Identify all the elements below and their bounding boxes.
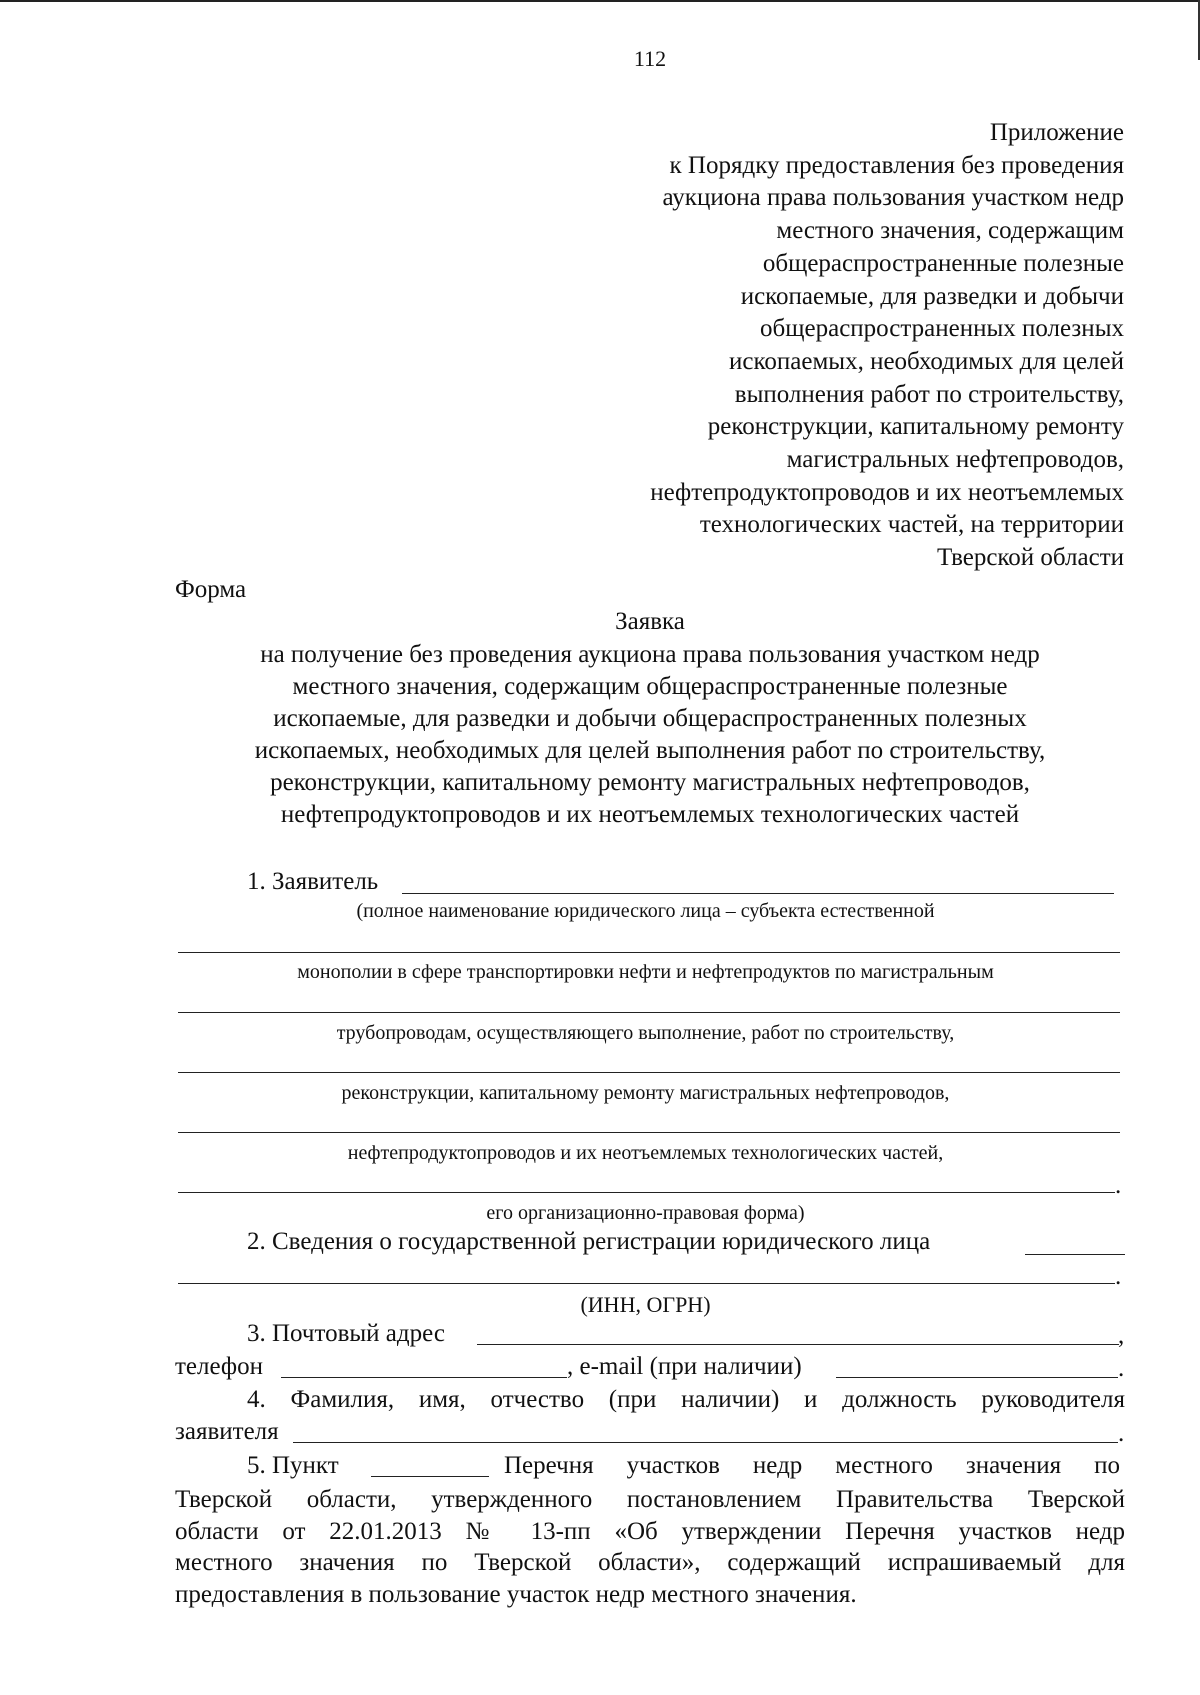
applicant-name-field-line5[interactable] — [178, 1132, 1120, 1133]
item-number-field[interactable] — [371, 1476, 489, 1477]
subject-line: ископаемые, для разведки и добычи общераспространенных полезных — [273, 705, 1027, 732]
applicant-name-field[interactable] — [402, 893, 1114, 894]
page-number: 112 — [633, 46, 667, 71]
item4-line1: 4. Фамилия, имя, отчество (при наличии) и должность руководителя — [247, 1386, 1125, 1413]
appendix-line: к Порядку предоставления без проведения — [669, 151, 1124, 179]
applicant-hint: (полное наименование юридического лица – субъекта естественной — [356, 900, 935, 922]
item3-label: 3. Почтовый адрес — [247, 1320, 445, 1347]
end-mark: . — [1118, 1355, 1125, 1382]
appendix-line: Тверской области — [937, 544, 1124, 572]
item5-line: области от 22.01.2013 № 13-пп «Об утверждении Перечня участков недр — [175, 1517, 1125, 1545]
appendix-line: общераспространенных полезных — [760, 315, 1124, 343]
item1-label: 1. Заявитель — [247, 868, 379, 895]
item4-line2: заявителя — [175, 1418, 279, 1445]
appendix-line: выполнения работ по строительству, — [734, 380, 1124, 408]
email-label: , e-mail (при наличии) — [567, 1353, 802, 1380]
document-title: Заявка — [615, 608, 685, 635]
subject-line: на получение без проведения аукциона права пользования участком недр — [260, 641, 1040, 668]
item5-line: предоставления в пользование участок недр местного значения. — [175, 1580, 857, 1608]
item2-label: 2. Сведения о государственной регистрации юридического лица — [247, 1228, 931, 1255]
appendix-line: технологических частей, на территории — [699, 511, 1124, 539]
appendix-line: реконструкции, капитальному ремонту — [707, 413, 1124, 441]
applicant-hint: его организационно-правовая форма) — [486, 1202, 805, 1224]
registration-hint: (ИНН, ОГРН) — [580, 1292, 711, 1317]
applicant-hint: реконструкции, капитальному ремонту магистральных нефтепроводов, — [341, 1082, 950, 1104]
applicant-hint: монополии в сфере транспортировки нефти и нефтепродуктов по магистральным — [297, 961, 994, 983]
applicant-name-field-line3[interactable] — [178, 1012, 1120, 1013]
appendix-line: аукциона права пользования участком недр — [662, 184, 1124, 212]
appendix-header — [484, 117, 1124, 575]
applicant-name-field-line2[interactable] — [178, 952, 1120, 953]
registration-field[interactable] — [1025, 1254, 1125, 1255]
applicant-hint: трубопроводам, осуществляющего выполнение, работ по строительству, — [336, 1022, 955, 1044]
appendix-line: магистральных нефтепроводов, — [786, 446, 1124, 474]
document-subject — [0, 639, 1200, 831]
item5-paragraph — [175, 1484, 1125, 1610]
appendix-line: Приложение — [989, 119, 1124, 146]
end-mark: . — [1115, 1263, 1122, 1290]
item4-paragraph — [175, 1384, 1125, 1416]
item5-line: местного значения по Тверской области», содержащий испрашиваемый для — [175, 1549, 1125, 1576]
applicant-name-field-line6[interactable] — [178, 1192, 1115, 1193]
registration-field-line2[interactable] — [178, 1283, 1115, 1284]
subject-line: местного значения, содержащим общераспространенные полезные — [292, 673, 1008, 700]
email-field[interactable] — [836, 1377, 1118, 1378]
comma-mark: , — [1118, 1322, 1125, 1349]
item5-line: Тверской области, утвержденного постановлением Правительства Тверской — [175, 1486, 1125, 1513]
appendix-line: ископаемые, для разведки и добычи — [740, 282, 1124, 310]
applicant-hint: нефтепродуктопроводов и их неотъемлемых технологических частей, — [347, 1142, 944, 1164]
appendix-line: ископаемых, необходимых для целей — [729, 347, 1124, 375]
appendix-line: нефтепродуктопроводов и их неотъемлемых — [650, 478, 1124, 506]
head-name-field[interactable] — [293, 1442, 1118, 1443]
appendix-line: общераспространенные полезные — [762, 249, 1124, 277]
item5-prefix: 5. Пункт — [247, 1452, 339, 1479]
appendix-line: местного значения, содержащим — [776, 217, 1124, 245]
subject-line: ископаемых, необходимых для целей выполнения работ по строительству, — [254, 737, 1046, 764]
form-label: Форма — [175, 576, 247, 603]
item5-line1-rest: Перечня участков недр местного значения по — [504, 1452, 1120, 1479]
end-mark: . — [1118, 1420, 1125, 1447]
postal-address-field[interactable] — [477, 1344, 1119, 1345]
subject-line: реконструкции, капитальному ремонту магистральных нефтепроводов, — [270, 769, 1030, 796]
applicant-name-field-line4[interactable] — [178, 1072, 1120, 1073]
phone-field[interactable] — [281, 1377, 567, 1378]
page-top-edge — [0, 0, 1200, 2]
phone-label: телефон — [175, 1353, 263, 1380]
end-mark: . — [1115, 1172, 1122, 1199]
subject-line: нефтепродуктопроводов и их неотъемлемых технологических частей — [280, 801, 1020, 828]
